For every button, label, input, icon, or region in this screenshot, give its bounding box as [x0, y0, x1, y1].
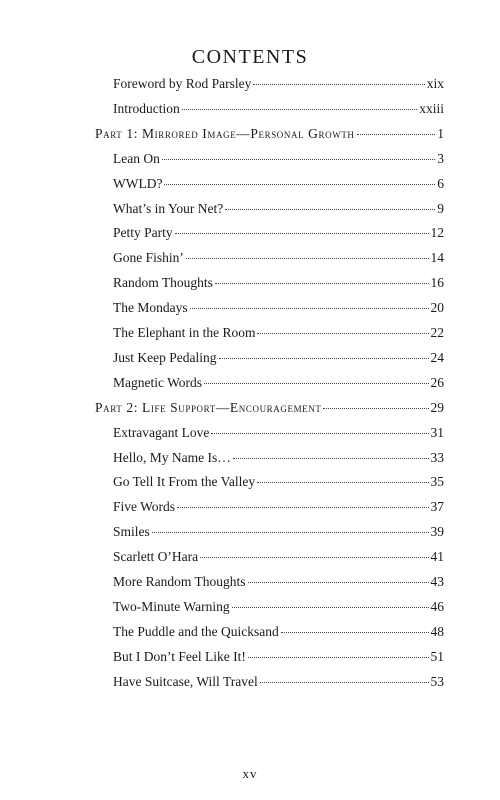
toc-entry-page-number: 20	[430, 300, 444, 316]
dot-leader	[357, 134, 436, 135]
toc-entry-page-number: 33	[430, 449, 444, 465]
toc-entry-title: Extravagant Love	[113, 424, 210, 440]
toc-entry-page-number: 51	[430, 648, 444, 664]
toc-entry-title: Two-Minute Warning	[113, 598, 230, 614]
toc-entry-title: Go Tell It From the Valley	[113, 474, 256, 490]
toc-entry-page-number: 41	[430, 549, 444, 565]
dot-leader	[190, 308, 429, 309]
dot-leader	[211, 433, 428, 434]
toc-entry-title: The Puddle and the Quicksand	[113, 623, 279, 639]
dot-leader	[152, 532, 429, 533]
toc-entry	[113, 674, 444, 694]
toc-entry-title: WWLD?	[113, 175, 163, 191]
toc-entry-title: The Mondays	[113, 300, 188, 316]
toc-entry	[113, 425, 444, 445]
toc-entry-title: The Elephant in the Room	[113, 325, 256, 340]
toc-entry-title: More Random Thoughts	[113, 574, 246, 589]
toc-entry	[113, 76, 444, 96]
dot-leader	[233, 458, 429, 459]
toc-entry	[113, 151, 444, 171]
dot-leader	[182, 109, 417, 110]
toc-part-heading	[95, 400, 444, 420]
dot-leader	[253, 84, 424, 85]
dot-leader	[232, 607, 429, 608]
toc-entry	[113, 649, 444, 669]
toc-entry-title: What’s in Your Net?	[113, 200, 224, 216]
dot-leader	[257, 333, 428, 334]
toc-entry-title: Lean On	[113, 150, 160, 166]
toc-entry-title: Introduction	[113, 100, 180, 116]
dot-leader	[281, 632, 429, 633]
toc-entry	[113, 599, 444, 619]
toc-part-heading	[95, 126, 444, 146]
toc-entry	[113, 524, 444, 544]
toc-entry-page-number: 22	[430, 325, 444, 340]
toc-entry-title: Just Keep Pedaling	[113, 349, 217, 365]
dot-leader	[219, 358, 429, 359]
toc-entry-page-number: 1	[437, 125, 444, 141]
dot-leader	[204, 383, 428, 384]
toc-entry	[113, 549, 444, 569]
toc-entry-page-number: 35	[430, 474, 444, 490]
toc-entry-page-number: 37	[430, 499, 444, 515]
toc-entry	[113, 250, 444, 270]
dot-leader	[248, 657, 429, 658]
page-title: CONTENTS	[191, 46, 309, 68]
dot-leader	[164, 184, 435, 185]
toc-entry-page-number: 39	[430, 524, 444, 540]
toc-entry-title: Five Words	[113, 499, 176, 515]
toc-entry	[113, 624, 444, 644]
dot-leader	[200, 557, 428, 558]
dot-leader	[186, 258, 429, 259]
toc-entry	[113, 375, 444, 395]
dot-leader	[323, 408, 428, 409]
toc-entry-page-number: 46	[430, 598, 444, 614]
toc-entry-title: Foreword by Rod Parsley	[113, 76, 252, 91]
toc-entry-page-number: 26	[430, 374, 444, 390]
toc-entry	[113, 474, 444, 494]
toc-entry	[113, 574, 444, 594]
dot-leader	[175, 233, 429, 234]
dot-leader	[177, 507, 428, 508]
toc-entry	[113, 201, 444, 221]
toc-entry-page-number: xix	[426, 76, 444, 91]
toc-entry	[113, 176, 444, 196]
toc-entry-title: Petty Party	[113, 225, 173, 241]
toc-entry	[113, 275, 444, 295]
dot-leader	[260, 682, 429, 683]
toc-entry-title: Scarlett O’Hara	[113, 549, 199, 565]
toc-entry-page-number: 31	[430, 424, 444, 440]
toc-entry-title: Hello, My Name Is…	[113, 449, 231, 465]
page-number: xv	[242, 766, 258, 781]
toc-entry	[113, 350, 444, 370]
toc-entry-title: Have Suitcase, Will Travel	[113, 673, 258, 689]
toc-entry-page-number: 6	[437, 175, 444, 191]
toc-entry-title: But I Don’t Feel Like It!	[113, 648, 246, 664]
toc-entry-title: Random Thoughts	[113, 275, 213, 291]
toc-entry-page-number: 14	[430, 250, 444, 266]
toc-entry-page-number: xxiii	[419, 100, 444, 116]
toc-entry-page-number: 9	[437, 200, 444, 216]
toc-entry-page-number: 3	[437, 150, 444, 166]
toc-entry	[113, 300, 444, 320]
toc-entry	[113, 101, 444, 121]
toc-entry-page-number: 16	[430, 275, 444, 291]
toc-entry-title: Gone Fishin’	[113, 250, 184, 266]
dot-leader	[248, 582, 429, 583]
toc-entry-page-number: 24	[430, 349, 444, 365]
toc-entry	[113, 499, 444, 519]
dot-leader	[162, 159, 435, 160]
toc-entry-page-number: 53	[430, 673, 444, 689]
toc-entry-page-number: 43	[430, 574, 444, 589]
dot-leader	[225, 209, 435, 210]
toc-entry-title: Magnetic Words	[113, 374, 203, 390]
toc-entry-page-number: 48	[430, 623, 444, 639]
toc-entry-title: Smiles	[113, 524, 150, 540]
toc-entry	[113, 325, 444, 345]
dot-leader	[257, 482, 428, 483]
dot-leader	[215, 283, 429, 284]
toc-entry	[113, 225, 444, 245]
toc-entry-title: Part 2: Life Support—Encouragement	[95, 399, 322, 415]
toc-entry	[113, 450, 444, 470]
toc-entry-page-number: 29	[430, 399, 444, 415]
toc-entry-page-number: 12	[430, 225, 444, 241]
toc-entry-title: Part 1: Mirrored Image—Personal Growth	[95, 125, 355, 141]
